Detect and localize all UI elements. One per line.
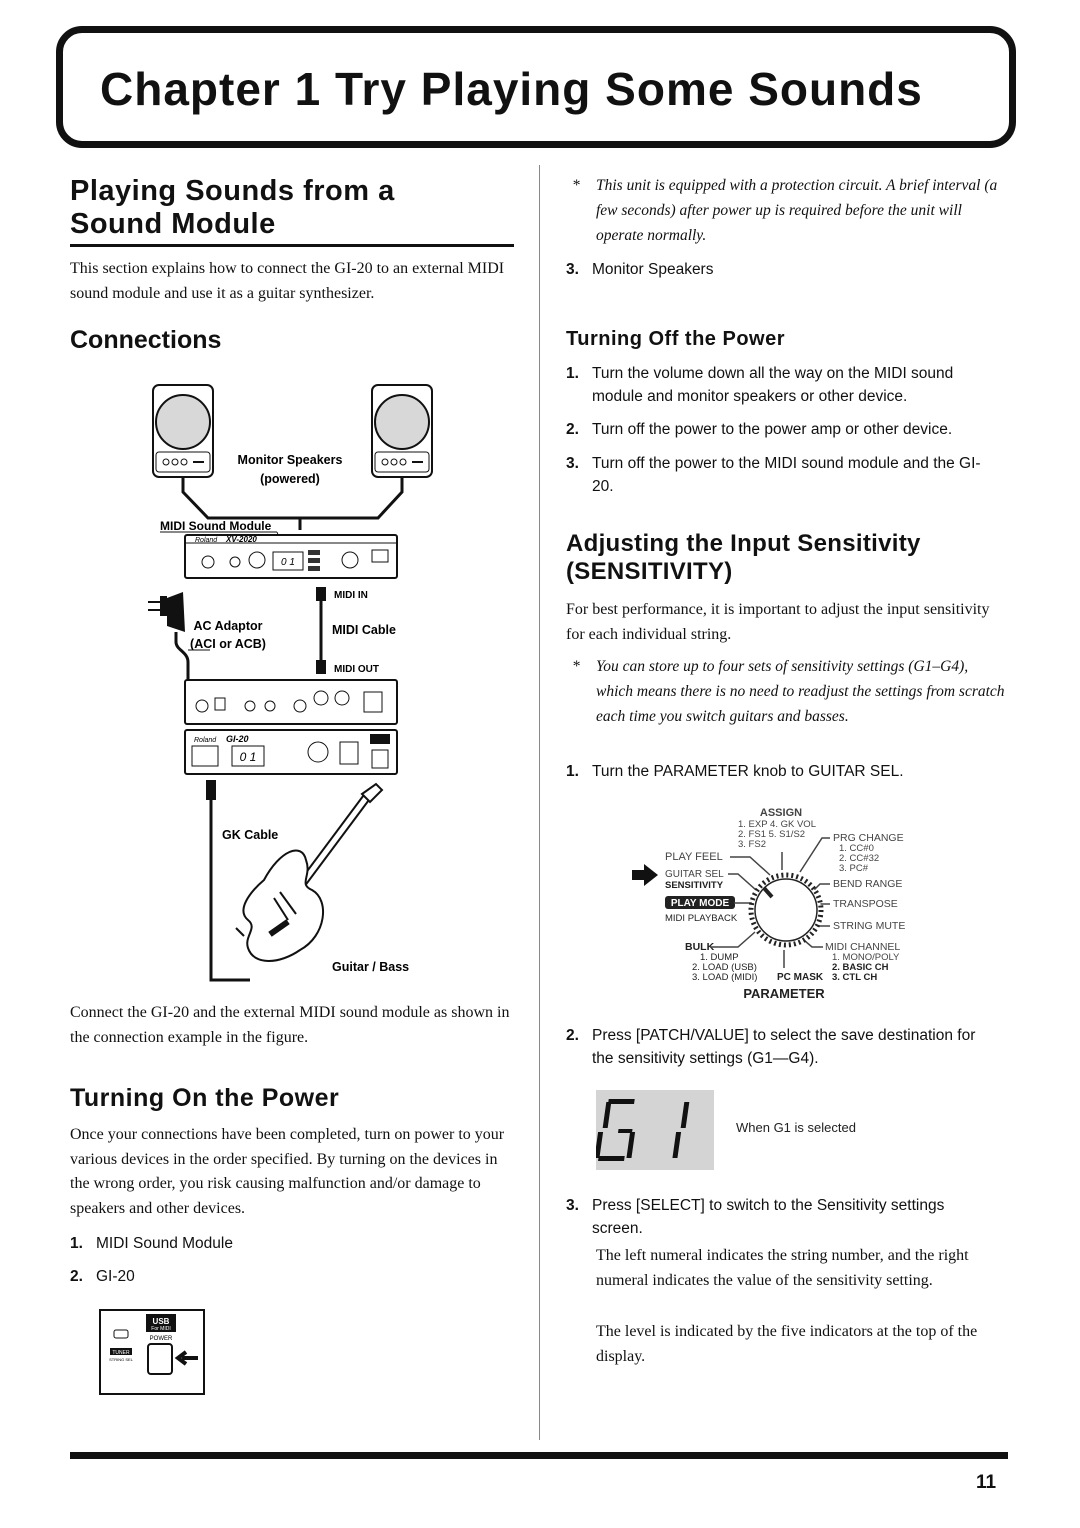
- knob-play-feel: PLAY FEEL: [665, 851, 723, 863]
- knob-transpose: TRANSPOSE: [833, 898, 898, 910]
- left-speaker: [153, 385, 213, 477]
- knob-midi-channel: MIDI CHANNEL: [825, 941, 901, 953]
- sensitivity-body: For best performance, it is important to adjust the input sensitivity for each individual string.: [566, 601, 990, 643]
- gi20-model: GI-20: [226, 734, 249, 744]
- knob-pc-mask: PC MASK: [777, 972, 824, 983]
- panel-tuner-label: TUNER: [112, 1350, 130, 1356]
- step-number: 1.: [566, 365, 579, 382]
- sensitivity-para-1: The left numeral indicates the string number, and the right numeral indicates the value of the sensitivity setting.: [596, 1247, 969, 1289]
- g1-display: [596, 1090, 714, 1170]
- step-text: Monitor Speakers: [592, 261, 714, 278]
- step-text: Turn the PARAMETER knob to GUITAR SEL.: [592, 763, 904, 780]
- connections-heading: Connections: [70, 326, 222, 354]
- label-midi-sound-module: MIDI Sound Module: [160, 519, 272, 533]
- sensitivity-note-star: *: [572, 658, 580, 675]
- power-off-step-3: [566, 452, 996, 498]
- gi20-display: 0 1: [239, 750, 257, 764]
- knob-ch-2: 2. BASIC CH: [832, 962, 889, 973]
- label-gk-cable: GK Cable: [222, 828, 279, 842]
- sensitivity-para-2: The level is indicated by the five indicators at the top of the display.: [596, 1323, 978, 1365]
- sensitivity-step-3: [566, 1194, 996, 1240]
- section-title-line-2: Sound Module: [70, 208, 276, 240]
- power-on-step-2: [70, 1265, 135, 1288]
- knob-midi-playback: MIDI PLAYBACK: [665, 913, 738, 924]
- section-title: [70, 175, 395, 241]
- parameter-knob-diagram: [630, 800, 930, 1005]
- knob-ch-3: 3. CTL CH: [832, 972, 878, 983]
- panel-string-sel: STRING SEL: [109, 1357, 133, 1362]
- knob-prg-change: PRG CHANGE: [833, 832, 904, 844]
- power-button-icon: [148, 1344, 172, 1374]
- knob-play-mode: PLAY MODE: [670, 898, 730, 909]
- step-number: 1.: [566, 763, 579, 780]
- column-divider: [539, 165, 540, 1440]
- knob-bulk: BULK: [685, 941, 715, 953]
- power-on-step-3: [566, 258, 713, 281]
- step-text: MIDI Sound Module: [96, 1235, 233, 1252]
- gi20-rear-panel: [185, 680, 397, 724]
- sensitivity-step-1: [566, 760, 904, 783]
- right-speaker: [372, 385, 432, 477]
- knob-assign-2: 2. FS1 5. S1/S2: [738, 829, 806, 840]
- protection-note: This unit is equipped with a protection circuit. A brief interval (a few seconds) after power up is required before the unit will operate normally.: [596, 177, 998, 244]
- knob-sensitivity: SENSITIVITY: [665, 880, 724, 891]
- label-aci-acb: (ACI or ACB): [190, 637, 266, 651]
- sensitivity-step-2: [566, 1024, 996, 1070]
- power-off-step-2: [566, 418, 996, 441]
- step-number: 3.: [566, 455, 579, 472]
- step-number: 2.: [70, 1268, 83, 1285]
- power-off-step-1: [566, 362, 996, 408]
- xv-model: XV-2020: [226, 535, 257, 544]
- label-powered: (powered): [260, 472, 320, 486]
- knob-bulk-2: 2. LOAD (USB): [692, 962, 757, 973]
- panel-power-label: POWER: [149, 1336, 173, 1342]
- step-text: GI-20: [96, 1268, 135, 1285]
- knob-prg-2: 2. CC#32: [839, 853, 880, 864]
- power-off-heading: Turning Off the Power: [566, 328, 786, 350]
- chapter-title: Chapter 1 Try Playing Some Sounds: [100, 63, 923, 115]
- power-on-step-1: [70, 1232, 233, 1255]
- knob-prg-3: 3. PC#: [839, 863, 869, 874]
- connection-caption: Connect the GI-20 and the external MIDI sound module as shown in the connection example in the figure.: [70, 1004, 510, 1046]
- xv-display: 0 1: [281, 557, 295, 568]
- step-number: 1.: [70, 1235, 83, 1252]
- knob-prg-1: 1. CC#0: [839, 843, 874, 854]
- sensitivity-heading-line-2: (SENSITIVITY): [566, 558, 733, 585]
- knob-string-mute: STRING MUTE: [833, 920, 906, 932]
- knob-guitar-sel: GUITAR SEL: [665, 869, 724, 880]
- label-guitar-bass: Guitar / Bass: [332, 960, 410, 974]
- sensitivity-heading-line-1: Adjusting the Input Sensitivity: [566, 530, 921, 557]
- knob-assign-3: 3. FS2: [738, 839, 766, 850]
- step-text: Turn off the power to the power amp or other device.: [592, 421, 953, 438]
- step-number: 2.: [566, 1027, 579, 1044]
- intro-paragraph: This section explains how to connect the GI-20 to an external MIDI sound module and use it as a guitar synthesizer.: [70, 260, 505, 302]
- section-title-line-1: Playing Sounds from a: [70, 175, 395, 207]
- step-number: 3.: [566, 261, 579, 278]
- sensitivity-note: You can store up to four sets of sensitivity settings (G1–G4), which means there is no need to readjust the settings from scratch each time you switch guitars and basses.: [596, 658, 1005, 725]
- connection-diagram: [140, 380, 440, 990]
- label-midi-in: MIDI IN: [334, 590, 368, 601]
- footer-rule: [70, 1452, 1008, 1459]
- panel-usb-label: USB: [152, 1317, 170, 1326]
- step-text: Turn the volume down all the way on the MIDI sound module and monitor speakers or other device.: [592, 365, 954, 405]
- knob-assign-1: 1. EXP 4. GK VOL: [738, 819, 816, 830]
- gi20-brand: Roland: [194, 737, 217, 744]
- protection-note-star: *: [572, 177, 580, 194]
- page-number: 11: [976, 1472, 997, 1493]
- section-rule: [70, 244, 514, 247]
- step-number: 3.: [566, 1197, 579, 1214]
- label-monitor-speakers: Monitor Speakers: [237, 453, 343, 467]
- label-ac-adaptor: AC Adaptor: [193, 619, 263, 633]
- step-text: Press [SELECT] to switch to the Sensitivity settings screen.: [592, 1197, 945, 1237]
- label-midi-out: MIDI OUT: [334, 664, 379, 675]
- knob-bulk-3: 3. LOAD (MIDI): [692, 972, 758, 983]
- midi-sound-module-device: [185, 535, 397, 578]
- xv-brand: Roland: [195, 537, 218, 544]
- sensitivity-heading: [566, 530, 921, 586]
- step-number: 2.: [566, 421, 579, 438]
- knob-bulk-1: 1. DUMP: [700, 952, 739, 963]
- knob-ch-1: 1. MONO/POLY: [832, 952, 900, 963]
- ac-adaptor: [148, 592, 188, 680]
- power-on-body: Once your connections have been completed, turn on power to your various devices in the order specified. By turning on the devices in the wrong order, you risk causing malfunction and/or damage to speakers and other devices.: [70, 1126, 505, 1217]
- power-on-heading: Turning On the Power: [70, 1084, 340, 1112]
- step-text: Turn off the power to the MIDI sound module and the GI-20.: [592, 455, 981, 495]
- knob-parameter: PARAMETER: [743, 986, 825, 1001]
- display-caption: When G1 is selected: [736, 1120, 856, 1135]
- knob-assign: ASSIGN: [759, 807, 803, 819]
- knob-bend-range: BEND RANGE: [833, 878, 903, 890]
- arrow-right-icon: [632, 864, 658, 886]
- guitar-illustration: [236, 784, 382, 961]
- label-midi-cable: MIDI Cable: [332, 623, 396, 637]
- panel-for-midi: For MIDI: [151, 1326, 171, 1332]
- power-panel-illustration: [98, 1308, 208, 1398]
- step-text: Press [PATCH/VALUE] to select the save destination for the sensitivity settings (G1—G4).: [592, 1027, 976, 1067]
- gi20-front-panel: [185, 730, 397, 774]
